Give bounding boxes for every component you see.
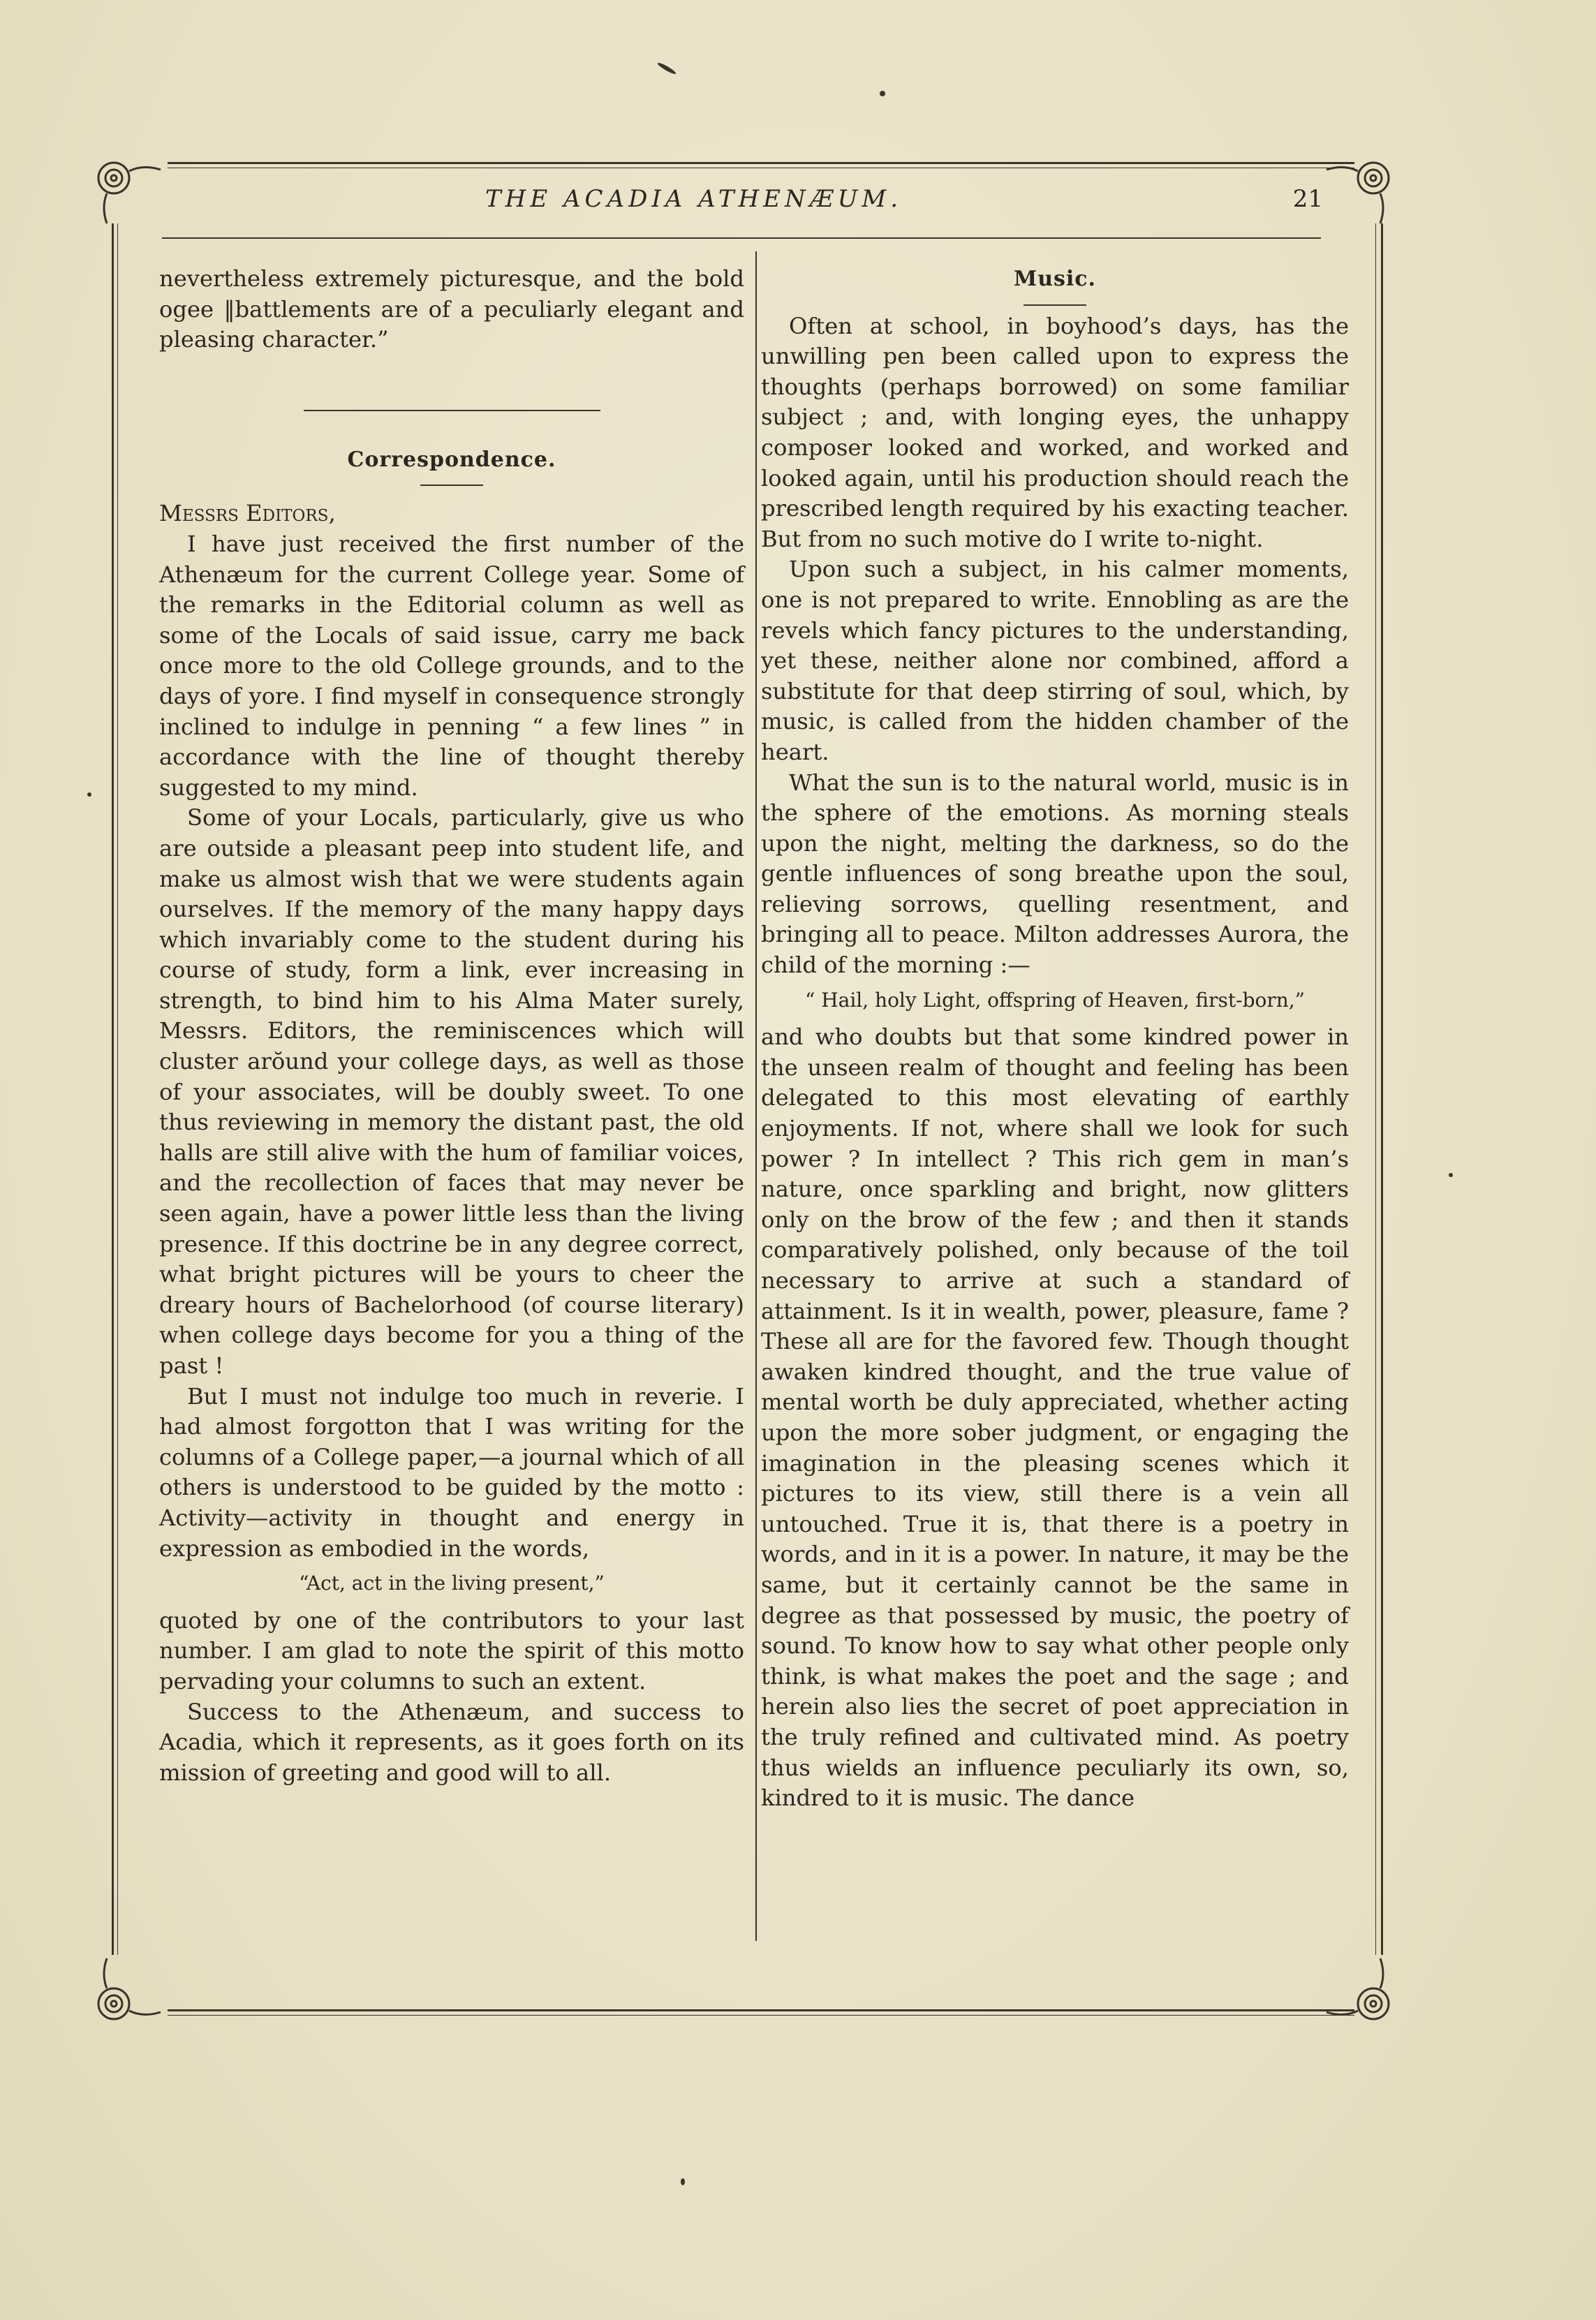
frame-top-rule — [168, 162, 1354, 164]
left-column — [159, 264, 744, 1788]
heading-divider — [420, 485, 483, 486]
article-divider — [304, 410, 600, 411]
journal-title: THE ACADIA ATHENÆUM. — [485, 185, 903, 213]
letter-paragraph: I have just received the first number of the Athenæum for the current College year. Some of the remarks in the Editorial column as well as some of the Locals of said issue, carry me back once more to the old College grounds, and to the days of yore. I find myself in consequence strongly inclined to indulge in penning “ a few lines ” in accordance with the line of thought thereby suggested to my mind. — [159, 530, 744, 801]
right-column — [761, 264, 1349, 1814]
header-bottom-rule — [162, 237, 1321, 239]
corner-ornament-bottom-left-icon — [87, 1955, 164, 2032]
frame-left-rule — [112, 223, 114, 1955]
article-paragraph: Upon such a subject, in his calmer moments, one is not prepared to write. Ennobling as are the revels which fancy pictures to the understanding, yet these, neither alone nor combined, afford a substitute for that deep stirring of soul, which, by music, is called from the hidden chamber of the heart. — [761, 556, 1349, 765]
music-heading: Music. — [1013, 267, 1097, 291]
letter-paragraph: But I must not indulge too much in reverie. I had almost forgotton that I was writing for the columns of a College paper,—a journal which of all others is understood to be guided by the motto : Activity—activity in thought and energy in expression as embodied in the words, — [159, 1382, 744, 1562]
article-paragraph: Often at school, in boyhood’s days, has the unwilling pen been called upon to express the thoughts (perhaps borrowed) on some familiar subject ; and, with longing eyes, the unhappy composer looked and worked, and worked and looked again, until his production should reach the prescribed length required by his exacting teacher. But from no such motive do I write to-night. — [761, 312, 1349, 552]
frame-right-rule-inner — [1375, 223, 1376, 1955]
page-number: 21 — [1292, 185, 1323, 213]
letter-quote: “Act, act in the living present,” — [299, 1572, 605, 1595]
corner-ornament-top-left-icon — [87, 150, 164, 227]
letter-paragraph: Some of your Locals, particularly, give us who are outside a pleasant peep into student life, and make us almost wish that we were students again ourselves. If the memory of the many happy days which invariably come to the student during his course of study, form a link, ever increasing in strength, to bind him to his Alma Mater surely, Messrs. Editors, the reminiscences which will cluster arŏund your college days, as well as those of your associates, will be doubly sweet. To one thus reviewing in memory the distant past, the old halls are still alive with the hum of familiar voices, and the recollection of faces that may never be seen again, have a power little less than the living presence. If this doctrine be in any degree correct, what bright pictures will be yours to cheer the dreary hours of Bachelorhood (of course literary) when college days become for you a thing of the past ! — [159, 804, 744, 1379]
previous-article-continuation: nevertheless extremely picturesque, and the bold ogee ‖battlements are of a peculiarly elegant and pleasing character.” — [159, 265, 744, 353]
paper-speck — [87, 792, 91, 797]
paper-speck — [681, 2178, 685, 2185]
article-paragraph: What the sun is to the natural world, music is in the sphere of the emotions. As morning steals upon the night, melting the darkness, so do the gentle influences of song breathe upon the soul, relieving sorrows, quelling resentment, and bringing all to peace. Milton addresses Aurora, the child of the morning :— — [761, 769, 1349, 979]
article-quote: “ Hail, holy Light, offspring of Heaven, first-born,” — [805, 988, 1305, 1012]
running-header — [164, 185, 1323, 220]
frame-bottom-rule-inner — [168, 2015, 1354, 2016]
paper-speck — [1449, 1173, 1453, 1177]
paper-speck — [657, 61, 677, 75]
frame-right-rule — [1381, 223, 1383, 1955]
letter-salutation: Messrs Editors, — [159, 500, 336, 527]
frame-bottom-rule — [168, 2009, 1354, 2011]
column-divider — [755, 251, 757, 1941]
letter-paragraph: quoted by one of the contributors to your last number. I am glad to note the spirit of this motto pervading your columns to such an extent. — [159, 1606, 744, 1694]
frame-left-rule-inner — [117, 223, 118, 1955]
article-paragraph: and who doubts but that some kindred power in the unseen realm of thought and feeling has been delegated to this most elevating of earthly enjoyments. If not, where shall we look for such power ? In intellect ? This rich gem in man’s nature, once sparkling and bright, now glitters only on the brow of the few ; and then it stands comparatively polished, only because of the toil necessary to arrive at such a standard of attainment. Is it in wealth, power, pleasure, fame ? These all are for the favored few. Though thought awaken kindred thought, and the true value of mental worth be duly appreciated, whether acting upon the more sober judgment, or engaging the imagination in the pleasing scenes which it pictures to its view, still there is a vein all untouched. True it is, that there is a poetry in words, and in it is a power. In nature, it may be the same, but it certainly cannot be the same in degree as that possessed by music, the poetry of sound. To know how to say what other people only think, is what makes the poet and the sage ; and herein also lies the secret of poet appreciation in the truly refined and cultivated mind. As poetry thus wields an influence peculiarly its own, so, kindred to it is music. The dance — [761, 1024, 1349, 1812]
corner-ornament-bottom-right-icon — [1323, 1955, 1400, 2032]
letter-closing: Success to the Athenæum, and success to Acadia, which it represents, as it goes forth on its mission of greeting and good will to all. — [159, 1698, 744, 1786]
corner-ornament-top-right-icon — [1323, 150, 1400, 227]
correspondence-heading: Correspondence. — [347, 447, 556, 472]
paper-speck — [880, 91, 885, 96]
heading-divider — [1024, 304, 1086, 306]
